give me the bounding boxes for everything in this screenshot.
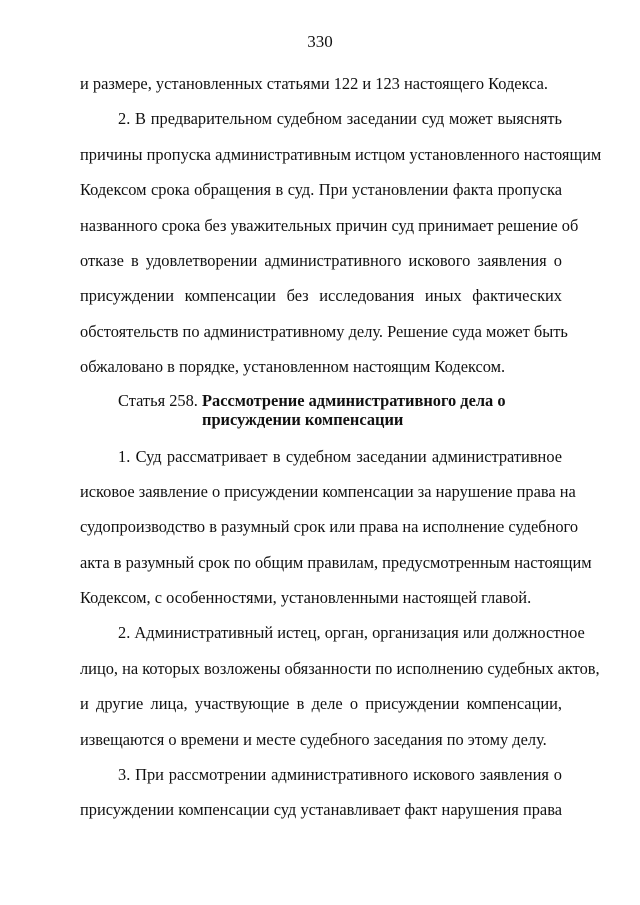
text-line: присуждении компенсации без исследования иных фактических — [80, 286, 562, 306]
text-line: названного срока без уважительных причин суд принимает решение об — [80, 215, 579, 235]
text-line: и размере, установленных статьями 122 и 123 настоящего Кодекса. — [80, 74, 548, 93]
article-title-continued: присуждении компенсации — [202, 409, 404, 429]
text-line: 1. Суд рассматривает в судебном заседании административное — [118, 446, 562, 466]
text-line: обжаловано в порядке, установленном настоящим Кодексом. — [80, 357, 506, 377]
text-line: извещаются о времени и месте судебного заседания по этому делу. — [80, 729, 547, 749]
page-number: 330 — [307, 32, 333, 51]
text-line: присуждении компенсации суд устанавливает факт нарушения права — [80, 800, 562, 820]
text-line: акта в разумный срок по общим правилам, предусмотренным настоящим — [80, 552, 592, 572]
document-body — [80, 66, 602, 828]
text-line: обстоятельств по административному делу. Решение суда может быть — [80, 321, 568, 341]
text-line: 2. В предварительном судебном заседании суд может выяснять — [118, 109, 562, 129]
article-heading — [80, 391, 562, 429]
text-line: Кодексом срока обращения в суд. При установлении факта пропуска — [80, 180, 562, 200]
article-number: Статья 258. — [118, 390, 202, 410]
text-line: исковое заявление о присуждении компенсации за нарушение права на — [80, 481, 576, 501]
text-line: 2. Административный истец, орган, организация или должностное — [118, 623, 585, 643]
text-line: и другие лица, участвующие в деле о присуждении компенсации, — [80, 694, 562, 714]
text-line: Кодексом, с особенностями, установленными настоящей главой. — [80, 588, 532, 608]
text-line: лицо, на которых возложены обязанности по исполнению судебных актов, — [80, 658, 600, 678]
text-line: отказе в удовлетворении административного искового заявления о — [80, 250, 562, 270]
text-line: судопроизводство в разумный срок или права на исполнение судебного — [80, 517, 579, 537]
article-title: Рассмотрение административного дела о — [202, 390, 506, 410]
text-line: 3. При рассмотрении административного искового заявления о — [118, 765, 562, 785]
text-line: причины пропуска административным истцом установленного настоящим — [80, 144, 602, 164]
